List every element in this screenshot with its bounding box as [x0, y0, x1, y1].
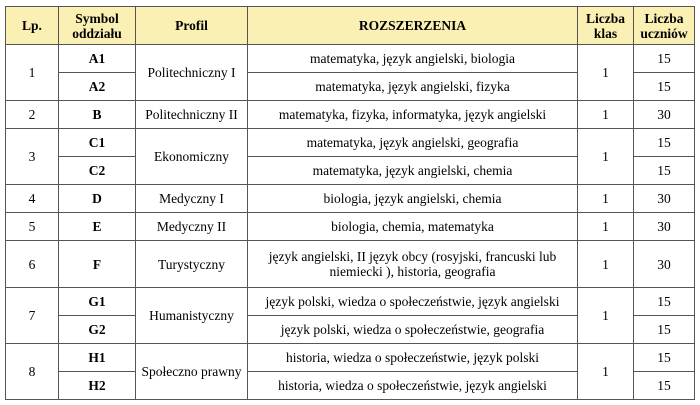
cell-symbol: C1	[59, 129, 136, 157]
cell-symbol: H2	[59, 372, 136, 400]
cell-symbol: G2	[59, 316, 136, 344]
cell-liczba-uczniow: 15	[634, 372, 695, 400]
cell-liczba-klas: 1	[578, 129, 634, 185]
cell-profil: Społeczno prawny	[136, 344, 248, 400]
cell-profil: Politechniczny II	[136, 101, 248, 129]
cell-symbol: F	[59, 241, 136, 288]
header-rozszerzenia: ROZSZERZENIA	[248, 7, 578, 45]
cell-profil: Medyczny I	[136, 185, 248, 213]
header-liczba-klas: Liczba klas	[578, 7, 634, 45]
cell-liczba-uczniow: 15	[634, 129, 695, 157]
cell-liczba-klas: 1	[578, 185, 634, 213]
cell-rozszerzenia: język angielski, II język obcy (rosyjski, francuski lub niemiecki ), historia, geografia	[248, 241, 578, 288]
cell-profil: Humanistyczny	[136, 288, 248, 344]
cell-rozszerzenia: biologia, chemia, matematyka	[248, 213, 578, 241]
table-row	[6, 185, 695, 213]
cell-liczba-klas: 1	[578, 45, 634, 101]
table-row	[6, 344, 695, 372]
table-row	[6, 213, 695, 241]
cell-profil: Politechniczny I	[136, 45, 248, 101]
cell-rozszerzenia: matematyka, język angielski, biologia	[248, 45, 578, 73]
table-row	[6, 129, 695, 157]
cell-lp: 6	[6, 241, 59, 288]
table-row	[6, 241, 695, 288]
table-row	[6, 45, 695, 73]
cell-rozszerzenia: matematyka, język angielski, fizyka	[248, 73, 578, 101]
cell-rozszerzenia: język polski, wiedza o społeczeństwie, język angielski	[248, 288, 578, 316]
cell-lp: 1	[6, 45, 59, 101]
cell-rozszerzenia: matematyka, język angielski, geografia	[248, 129, 578, 157]
header-lp: Lp.	[6, 7, 59, 45]
cell-rozszerzenia: historia, wiedza o społeczeństwie, język angielski	[248, 372, 578, 400]
cell-symbol: H1	[59, 344, 136, 372]
cell-symbol: D	[59, 185, 136, 213]
cell-lp: 4	[6, 185, 59, 213]
cell-profil: Turystyczny	[136, 241, 248, 288]
table-row	[6, 101, 695, 129]
cell-liczba-uczniow: 30	[634, 241, 695, 288]
cell-lp: 5	[6, 213, 59, 241]
cell-symbol: A2	[59, 73, 136, 101]
cell-liczba-uczniow: 15	[634, 344, 695, 372]
cell-liczba-uczniow: 30	[634, 101, 695, 129]
cell-liczba-klas: 1	[578, 213, 634, 241]
cell-rozszerzenia: biologia, język angielski, chemia	[248, 185, 578, 213]
cell-symbol: G1	[59, 288, 136, 316]
header-profil: Profil	[136, 7, 248, 45]
cell-lp: 2	[6, 101, 59, 129]
table-header	[6, 7, 695, 45]
cell-rozszerzenia: historia, wiedza o społeczeństwie, język polski	[248, 344, 578, 372]
cell-lp: 7	[6, 288, 59, 344]
cell-liczba-uczniow: 30	[634, 185, 695, 213]
header-liczba-uczniow: Liczba uczniów	[634, 7, 695, 45]
cell-liczba-klas: 1	[578, 241, 634, 288]
cell-liczba-uczniow: 15	[634, 288, 695, 316]
table-row	[6, 288, 695, 316]
cell-symbol: E	[59, 213, 136, 241]
cell-liczba-uczniow: 30	[634, 213, 695, 241]
cell-liczba-klas: 1	[578, 101, 634, 129]
cell-symbol: A1	[59, 45, 136, 73]
header-symbol: Symbol oddziału	[59, 7, 136, 45]
cell-profil: Ekonomiczny	[136, 129, 248, 185]
cell-lp: 8	[6, 344, 59, 400]
cell-rozszerzenia: matematyka, fizyka, informatyka, język angielski	[248, 101, 578, 129]
cell-rozszerzenia: język polski, wiedza o społeczeństwie, geografia	[248, 316, 578, 344]
cell-liczba-klas: 1	[578, 288, 634, 344]
cell-liczba-uczniow: 15	[634, 45, 695, 73]
header-row	[6, 7, 695, 45]
cell-symbol: B	[59, 101, 136, 129]
cell-rozszerzenia: matematyka, język angielski, chemia	[248, 157, 578, 185]
cell-lp: 3	[6, 129, 59, 185]
cell-liczba-uczniow: 15	[634, 316, 695, 344]
classes-table	[5, 6, 695, 400]
table-body	[6, 45, 695, 400]
cell-profil: Medyczny II	[136, 213, 248, 241]
cell-liczba-uczniow: 15	[634, 73, 695, 101]
cell-symbol: C2	[59, 157, 136, 185]
cell-liczba-klas: 1	[578, 344, 634, 400]
cell-liczba-uczniow: 15	[634, 157, 695, 185]
